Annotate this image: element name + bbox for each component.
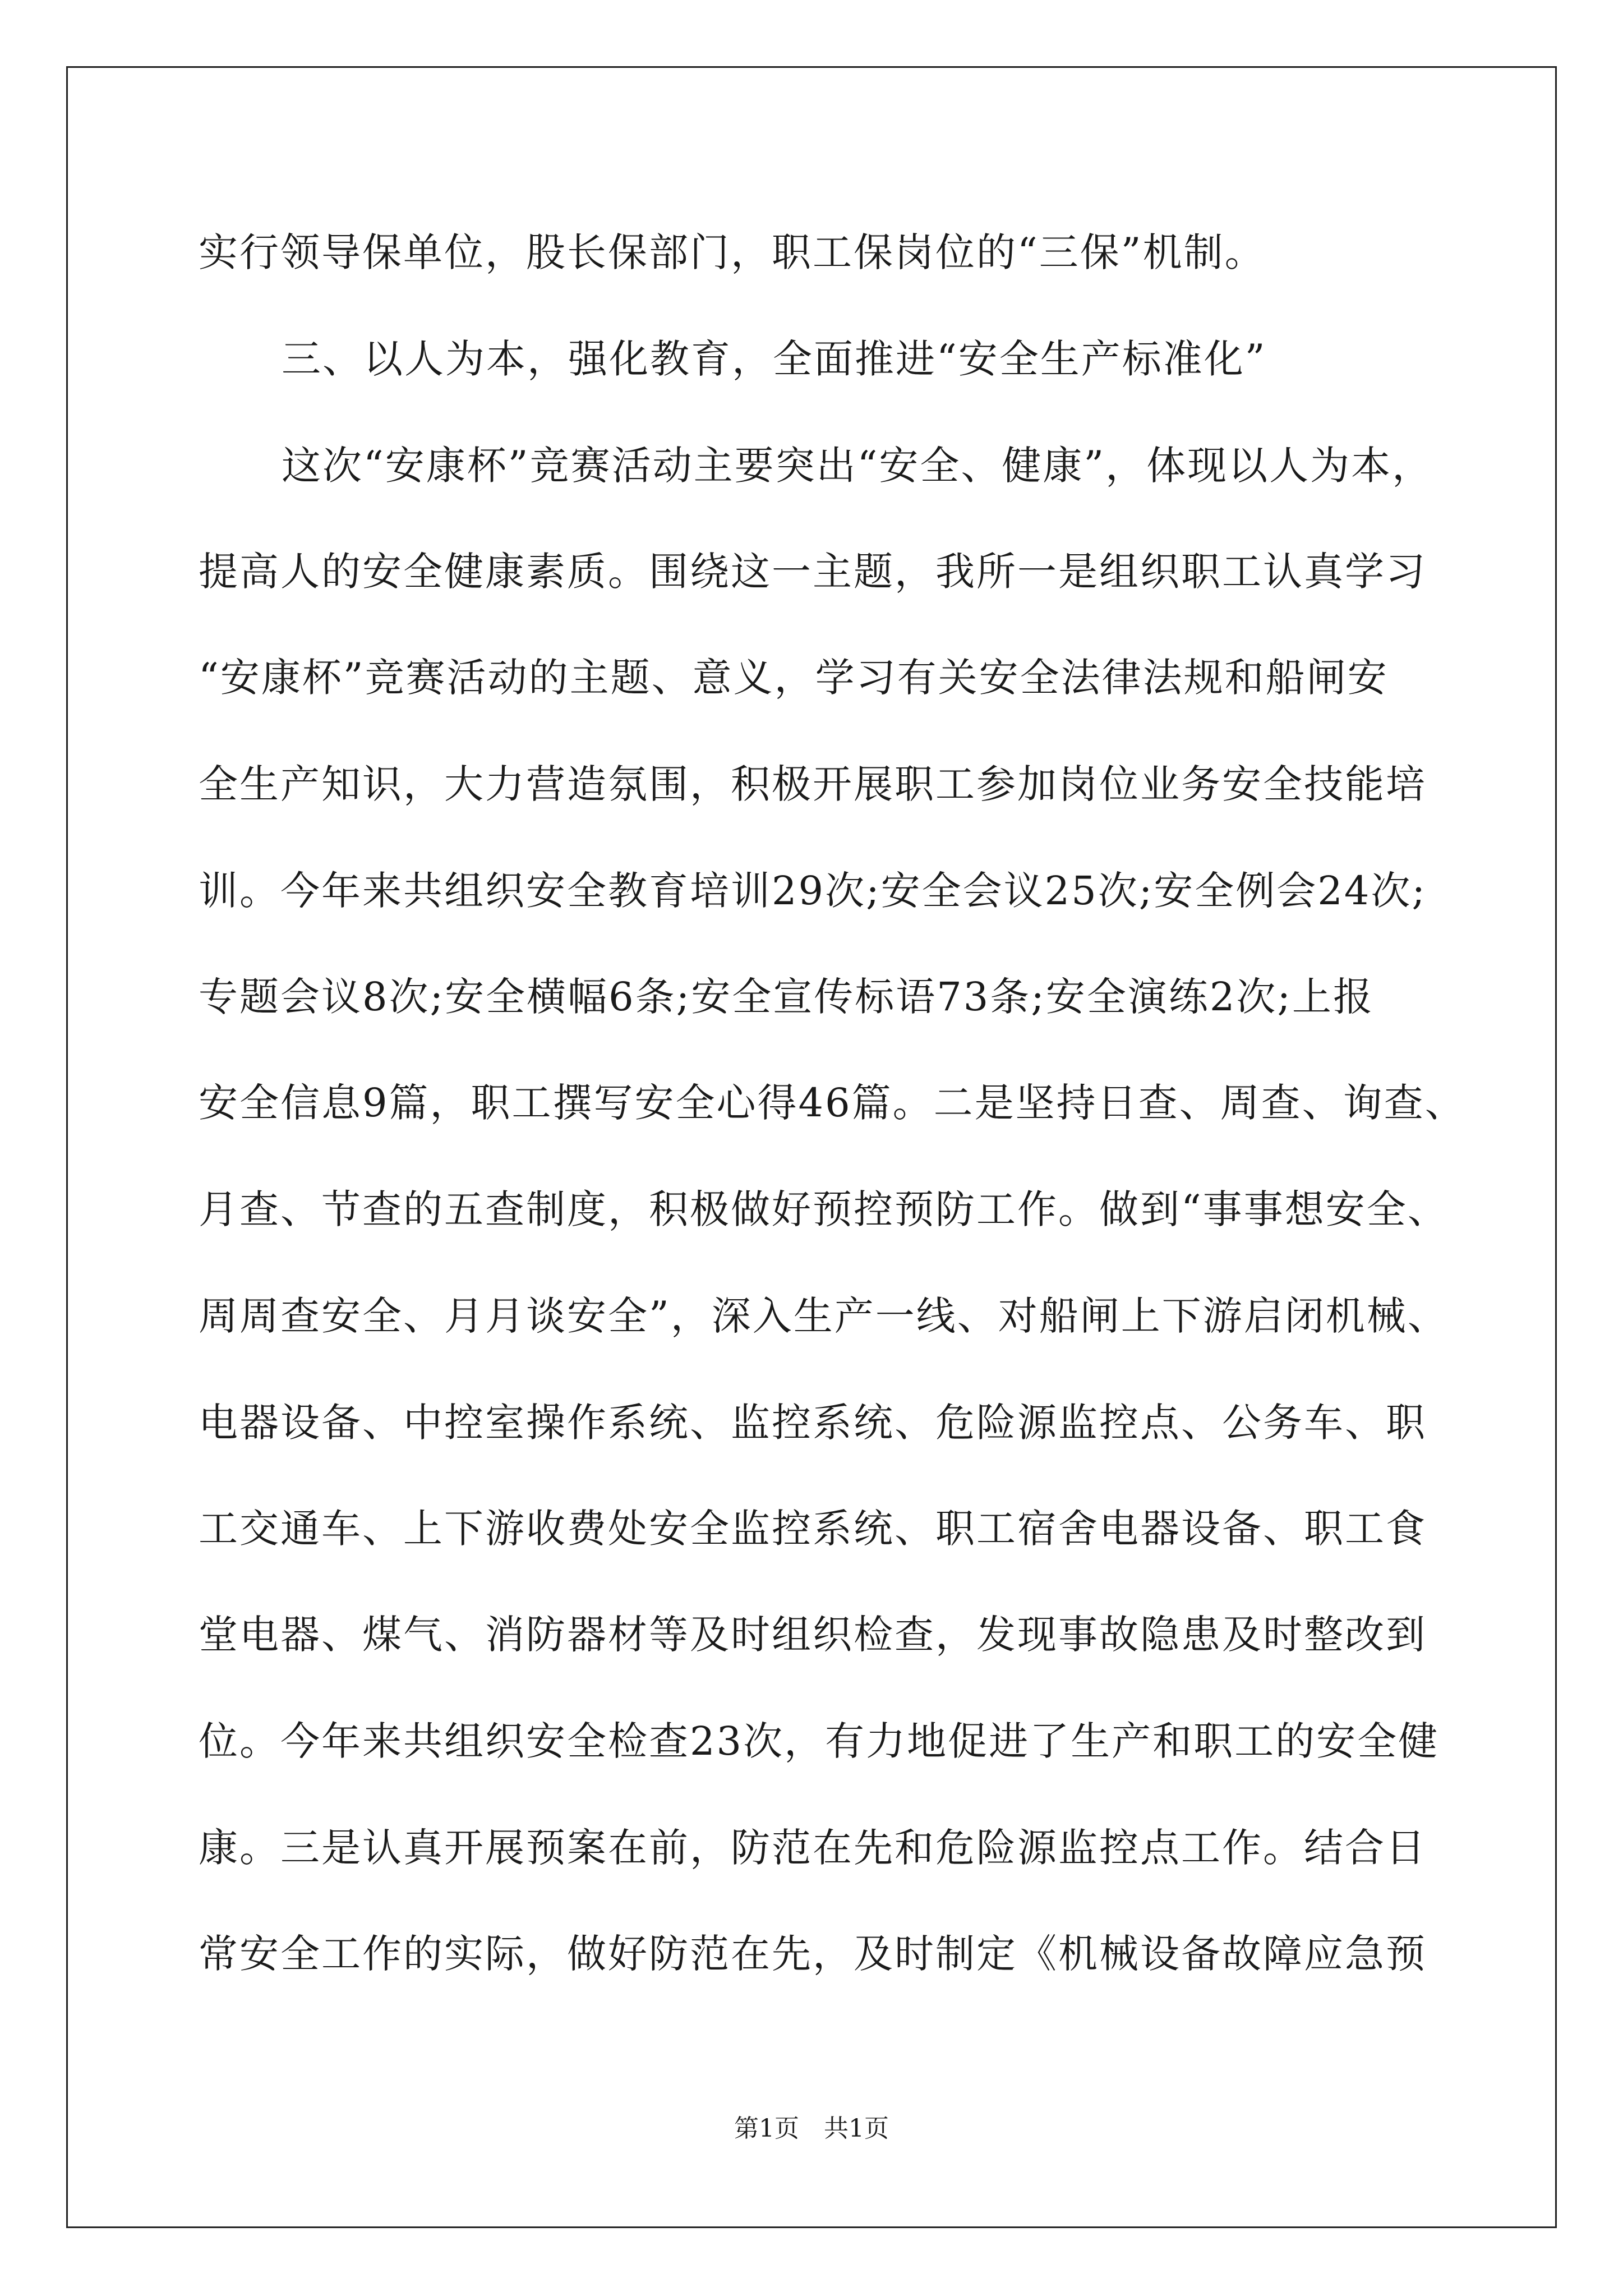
body-line: 全生产知识，大力营造氛围，积极开展职工参加岗位业务安全技能培 [199, 761, 1427, 807]
body-line: 实行领导保单位，股长保部门，职工保岗位的“三保”机制。 [199, 229, 1266, 275]
body-line: 电器设备、中控室操作系统、监控系统、危险源监控点、公务车、职 [199, 1400, 1427, 1446]
page-border [66, 66, 1557, 2228]
body-line: 工交通车、上下游收费处安全监控系统、职工宿舍电器设备、职工食 [199, 1506, 1427, 1552]
body-line: 位。今年来共组织安全检查23次，有力地促进了生产和职工的安全健 [199, 1718, 1440, 1764]
body-line: 堂电器、煤气、消防器材等及时组织检查，发现事故隐患及时整改到 [199, 1612, 1427, 1658]
body-line: 安全信息9篇，职工撰写安全心得46篇。二是坚持日查、周查、询查、 [199, 1080, 1466, 1126]
body-line: 月查、节查的五查制度，积极做好预控预防工作。做到“事事想安全、 [199, 1186, 1449, 1232]
body-line: 提高人的安全健康素质。围绕这一主题，我所一是组织职工认真学习 [199, 549, 1427, 595]
page-footer: 第1页 共1页 [734, 2114, 889, 2143]
section-heading: 三、以人为本，强化教育，全面推进“安全生产标准化” [282, 336, 1267, 382]
body-line: 训。今年来共组织安全教育培训29次;安全会议25次;安全例会24次; [199, 868, 1427, 914]
body-line: “安康杯”竞赛活动的主题、意义，学习有关安全法律法规和船闸安 [199, 655, 1389, 701]
body-line: 周周查安全、月月谈安全”，深入生产一线、对船闸上下游启闭机械、 [199, 1293, 1449, 1339]
body-line: 常安全工作的实际，做好防范在先，及时制定《机械设备故障应急预 [199, 1931, 1427, 1977]
body-line: 康。三是认真开展预案在前，防范在先和危险源监控点工作。结合日 [199, 1825, 1427, 1871]
body-line: 这次“安康杯”竞赛活动主要突出“安全、健康”，体现以人为本， [282, 443, 1433, 489]
body-line: 专题会议8次;安全横幅6条;安全宣传标语73条;安全演练2次;上报 [199, 974, 1375, 1020]
